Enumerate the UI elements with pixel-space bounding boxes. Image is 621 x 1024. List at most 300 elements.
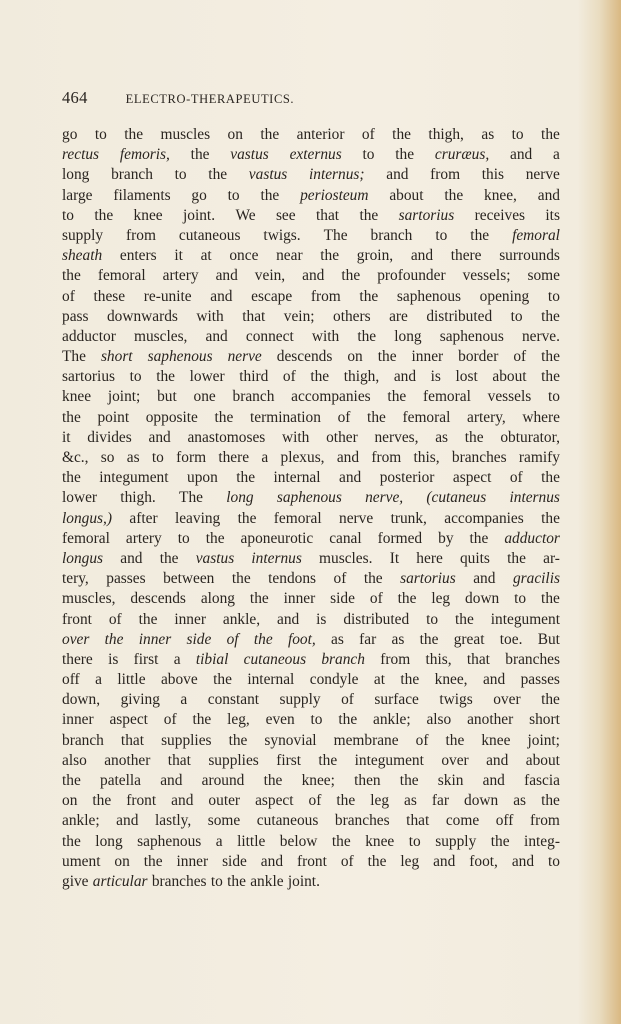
word: ankle,	[222, 610, 261, 628]
word: long	[95, 832, 123, 850]
word: the	[62, 469, 81, 487]
word: leg	[431, 590, 451, 608]
word: of	[340, 852, 354, 870]
word: branch	[232, 388, 275, 406]
italic-word: inner	[138, 630, 172, 648]
word: the	[260, 126, 280, 143]
word: supply	[279, 691, 321, 709]
word: a	[173, 650, 181, 668]
word: the	[541, 509, 560, 527]
text-line	[62, 771, 560, 791]
text-line	[62, 569, 560, 589]
word: long	[394, 327, 422, 345]
word: even	[265, 711, 295, 729]
text-line	[62, 408, 560, 428]
italic-word: nerve,	[365, 489, 404, 507]
text-line	[62, 145, 560, 165]
word: the	[237, 509, 257, 527]
italic-word: saphenous	[147, 348, 213, 366]
word: is	[430, 368, 441, 386]
word: But	[537, 630, 560, 648]
word: third	[239, 368, 269, 386]
word: far	[359, 630, 377, 648]
word: sartorius	[62, 368, 116, 386]
word: the	[236, 469, 256, 487]
word: quits	[459, 549, 490, 567]
text-line	[62, 811, 560, 831]
word: and	[260, 852, 284, 870]
word: but	[157, 388, 177, 406]
italic-word: the	[104, 630, 124, 648]
word: of	[163, 711, 177, 729]
word: at	[373, 671, 385, 689]
word: the	[541, 368, 560, 386]
word: near	[276, 247, 303, 265]
word: twigs	[439, 691, 473, 709]
italic-word: saphenous	[276, 489, 342, 507]
word: and	[171, 792, 194, 810]
word: downwards	[106, 307, 178, 325]
word: there	[450, 247, 482, 265]
word: inner	[411, 348, 444, 366]
word: femoral	[423, 388, 471, 406]
italic-word: sartorius	[400, 570, 456, 588]
word: the	[320, 247, 340, 265]
word: of	[513, 348, 527, 366]
word: branches	[151, 872, 207, 890]
italic-word: sartorius	[398, 206, 455, 224]
word: between	[163, 570, 215, 588]
word: by	[438, 529, 454, 547]
italic-word: of	[226, 630, 239, 648]
italic-word: longus	[62, 549, 104, 567]
word: thigh.	[120, 489, 156, 507]
word: It	[389, 549, 400, 567]
text-line	[62, 428, 560, 448]
word: membrane	[333, 731, 399, 749]
word: the	[541, 792, 560, 810]
word: tery,	[62, 570, 89, 588]
word: around	[201, 772, 245, 789]
word: tendons	[268, 570, 317, 588]
word: thigh,	[343, 368, 380, 386]
word: patella	[100, 772, 142, 789]
word: from	[371, 449, 402, 466]
word: the	[367, 852, 387, 870]
word: with	[196, 307, 224, 325]
word: muscles,	[133, 327, 188, 345]
italic-word: femoris,	[119, 146, 170, 164]
word: the	[62, 772, 81, 789]
word: supplies	[161, 731, 212, 749]
word: nerve	[339, 509, 374, 527]
word: the	[227, 872, 246, 890]
word: the	[444, 186, 464, 204]
word: joint.	[287, 872, 320, 890]
italic-word: internus	[251, 549, 302, 567]
word: integument	[490, 610, 560, 628]
word: internal	[273, 469, 321, 487]
page-number: 464	[62, 88, 88, 107]
word: the	[249, 590, 269, 608]
word: saphenous	[137, 832, 202, 850]
word: ar-	[543, 549, 560, 567]
word: formed	[377, 529, 423, 547]
word: go	[191, 186, 207, 204]
word: branch	[370, 226, 413, 244]
word: front	[126, 792, 157, 810]
word: this	[481, 166, 505, 184]
word: distributed	[343, 610, 410, 628]
word: and	[215, 267, 238, 285]
word: long	[62, 166, 90, 184]
word: knee	[365, 832, 395, 850]
italic-word: rectus	[62, 146, 100, 164]
text-line	[62, 791, 560, 811]
word: these	[93, 287, 126, 305]
word: others	[333, 307, 371, 325]
word: branch	[111, 166, 153, 184]
text-line	[62, 872, 560, 892]
word: and	[120, 549, 143, 567]
word: descends	[276, 348, 333, 366]
word: and	[410, 247, 434, 265]
word: artery	[162, 267, 199, 285]
word: femoral	[62, 529, 110, 547]
word: groin,	[356, 247, 394, 265]
word: femoral	[402, 408, 451, 426]
word: of	[282, 368, 296, 386]
text-line	[62, 307, 560, 327]
word: plexus,	[280, 449, 325, 466]
word: distributed	[426, 307, 493, 325]
word: and	[510, 146, 533, 164]
text-line	[62, 630, 560, 650]
word: to	[177, 529, 190, 547]
text-line	[62, 387, 560, 407]
word: little	[237, 832, 266, 850]
word: and	[116, 812, 139, 830]
word: condyle	[309, 671, 359, 689]
word: termination	[249, 408, 321, 426]
word: The	[62, 348, 86, 366]
word: the	[445, 731, 465, 749]
word: there	[62, 650, 93, 668]
text-line	[62, 468, 560, 488]
word: the	[263, 772, 283, 789]
text-line	[62, 226, 560, 246]
word: the	[214, 408, 234, 426]
word: enters	[119, 247, 157, 265]
body-text	[62, 125, 560, 892]
word: and	[393, 368, 417, 386]
italic-word: vastus	[230, 146, 269, 164]
word: come	[445, 812, 480, 830]
word: inner	[62, 711, 94, 729]
word: the	[541, 691, 560, 709]
word: knee	[133, 206, 163, 224]
word: inner	[176, 852, 209, 870]
word: inner	[174, 610, 206, 628]
word: inner	[283, 590, 316, 608]
word: front	[296, 852, 327, 870]
word: after	[129, 509, 158, 527]
word: so	[100, 449, 115, 466]
text-line	[62, 751, 560, 771]
word: and	[336, 449, 360, 466]
word: canal	[329, 529, 362, 547]
word: great	[453, 630, 485, 648]
word: ankle	[250, 872, 284, 890]
word: little	[117, 671, 146, 689]
word: off	[62, 671, 80, 689]
italic-word: long	[226, 489, 254, 507]
word: constant	[207, 691, 260, 709]
word: that	[242, 307, 266, 325]
word: artery	[125, 529, 162, 547]
word: the	[507, 549, 526, 567]
word: one	[193, 388, 216, 406]
text-line	[62, 589, 560, 609]
word: vein;	[283, 307, 315, 325]
italic-word: internus	[509, 489, 560, 507]
word: to	[511, 126, 524, 143]
word: trunk,	[390, 509, 427, 527]
word: the	[359, 206, 379, 224]
word: the	[338, 711, 358, 729]
word: then	[354, 772, 381, 789]
italic-word: adductor	[504, 529, 560, 547]
word: ankle;	[373, 711, 411, 729]
word: outer	[208, 792, 241, 810]
word: the	[541, 307, 560, 325]
word: to	[408, 832, 421, 850]
word: as	[513, 792, 527, 810]
word: the	[260, 186, 280, 204]
word: &c.,	[62, 449, 89, 466]
word: to	[129, 368, 142, 386]
word: internal	[247, 671, 295, 689]
text-line	[62, 448, 560, 468]
word: first	[133, 650, 159, 668]
word: muscles.	[319, 549, 373, 567]
word: joint;	[107, 388, 141, 406]
word: saphenous	[396, 287, 462, 305]
word: border	[458, 348, 499, 366]
word: that	[466, 650, 490, 668]
word: the	[387, 388, 407, 406]
italic-word: vastus	[248, 166, 288, 184]
word: muscles,	[62, 590, 116, 608]
word: the	[62, 408, 81, 426]
word: that	[315, 206, 340, 224]
word: nerves,	[374, 428, 419, 446]
word: saphenous	[439, 327, 504, 345]
word: the	[336, 792, 356, 810]
word: knee,	[484, 186, 517, 204]
text-line	[62, 186, 560, 206]
page-header	[62, 88, 560, 108]
italic-word: branch	[321, 650, 365, 668]
word: front	[62, 610, 92, 628]
word: the	[62, 832, 81, 850]
word: along	[200, 590, 236, 608]
word: and	[205, 327, 228, 345]
word: from	[430, 166, 461, 184]
word: short	[529, 711, 560, 729]
word: foot,	[469, 852, 498, 870]
word: also	[62, 751, 87, 769]
text-line	[62, 650, 560, 670]
italic-word: cutaneous	[243, 650, 307, 668]
italic-word: femoral	[512, 226, 560, 244]
text-line	[62, 529, 560, 549]
word: of	[62, 287, 75, 305]
word: supply	[62, 226, 104, 244]
word: femoral	[273, 509, 322, 527]
text-line	[62, 549, 560, 569]
word: the	[92, 792, 112, 810]
text-line	[62, 610, 560, 630]
word: surrounds	[499, 247, 560, 265]
word: that	[406, 812, 430, 830]
word: lower	[62, 489, 98, 507]
word: the	[94, 206, 114, 224]
text-line	[62, 367, 560, 387]
word: down	[465, 590, 500, 608]
word: as	[481, 126, 495, 143]
word: vessels	[487, 388, 532, 406]
word: the	[357, 327, 377, 345]
word: and	[433, 852, 456, 870]
word: and	[302, 267, 325, 285]
word: the	[124, 126, 144, 143]
word: integument	[354, 751, 424, 769]
word: here	[416, 549, 443, 567]
word: the	[367, 408, 386, 426]
word: opposite	[145, 408, 198, 426]
text-line	[62, 832, 560, 852]
word: down	[464, 792, 499, 810]
word: once	[229, 247, 259, 265]
word: from	[310, 287, 341, 305]
word: it	[62, 428, 71, 446]
word: this,	[425, 650, 452, 668]
text-line	[62, 246, 560, 266]
word: connect	[245, 327, 294, 345]
italic-word: internus;	[308, 166, 365, 184]
word: branches	[451, 449, 507, 466]
word: go	[62, 126, 78, 143]
word: aspect	[255, 792, 294, 810]
word: the	[419, 630, 439, 648]
word: on	[227, 126, 243, 143]
word: integ-	[524, 832, 560, 850]
word: of	[415, 731, 429, 749]
word: the	[363, 570, 383, 588]
word: at	[200, 247, 212, 265]
word: muscles	[160, 126, 211, 143]
italic-word: gracilis	[512, 570, 560, 588]
word: knee	[62, 388, 92, 406]
text-line	[62, 731, 560, 751]
word: the	[395, 146, 415, 164]
word: it	[174, 247, 183, 265]
word: and	[276, 610, 300, 628]
word: also	[426, 711, 452, 729]
italic-word: periosteum	[300, 186, 369, 204]
word: down,	[62, 691, 101, 709]
word: knee,	[434, 671, 468, 689]
word: the	[231, 570, 251, 588]
word: lower	[189, 368, 225, 386]
word: and	[537, 186, 560, 204]
italic-word: externus	[289, 146, 342, 164]
word: another	[104, 751, 151, 769]
word: of	[509, 469, 523, 487]
word: joint.	[182, 206, 216, 224]
text-line	[62, 488, 560, 508]
word: leg	[370, 792, 390, 810]
italic-word: nerve	[227, 348, 262, 366]
word: the	[541, 590, 560, 608]
word: form	[176, 449, 207, 466]
word: to	[151, 449, 164, 466]
word: to	[547, 287, 560, 305]
word: to	[310, 711, 323, 729]
word: to	[362, 146, 375, 164]
word: The	[179, 489, 203, 507]
word: off	[495, 812, 514, 830]
word: ankle;	[62, 812, 100, 830]
word: skin	[437, 772, 464, 789]
word: to	[227, 186, 240, 204]
word: receives	[474, 206, 526, 224]
word: as	[391, 630, 405, 648]
word: anastomoses	[187, 428, 266, 446]
word: there	[218, 449, 250, 466]
word: vein,	[254, 267, 286, 285]
word: about	[525, 751, 560, 769]
word: about	[492, 368, 527, 386]
word: the	[541, 126, 560, 143]
word: below	[279, 832, 318, 850]
word: synovial	[264, 731, 317, 749]
word: surface	[374, 691, 419, 709]
word: is	[316, 610, 327, 628]
word: with	[282, 428, 310, 446]
text-line	[62, 690, 560, 710]
word: and	[486, 751, 509, 769]
word: the	[138, 610, 158, 628]
word: artery,	[467, 408, 506, 426]
word: adductor	[62, 327, 116, 345]
word: integument	[99, 469, 169, 487]
word: lost	[455, 368, 478, 386]
word: the	[359, 287, 379, 305]
word: on	[347, 348, 363, 366]
word: joint;	[527, 731, 560, 749]
word: on	[62, 792, 78, 810]
word: femoral	[97, 267, 146, 285]
word: knee	[481, 731, 511, 749]
word: nerve	[525, 166, 560, 184]
word: the	[318, 751, 338, 769]
word: as	[435, 428, 449, 446]
word: the	[397, 590, 417, 608]
word: over	[493, 691, 521, 709]
word: its	[545, 206, 560, 224]
